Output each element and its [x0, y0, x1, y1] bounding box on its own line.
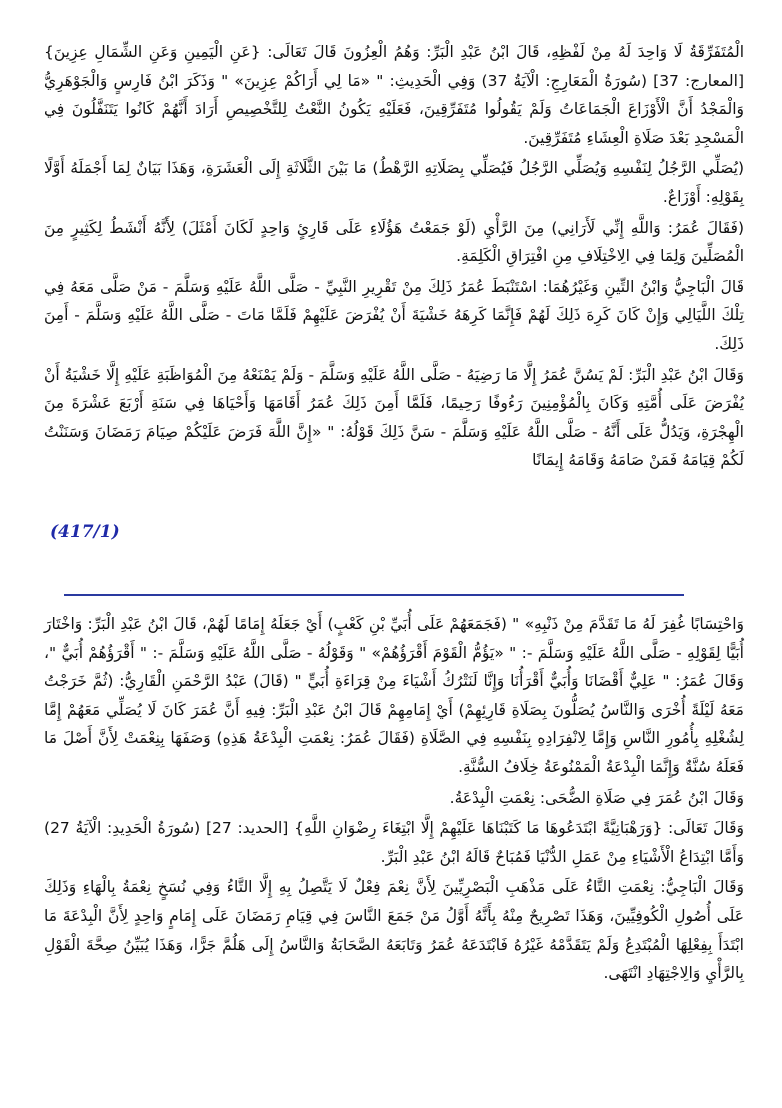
paragraph: وَقَالَ الْبَاجِيُّ: نِعْمَتِ التَّاءُ عَلَى مَذْهَبِ الْبَصْرِيِّينَ لِأَنَّ نِعْمَ فِعْلٌ لَا يَتَّصِلُ بِهِ إِلَّا التَّاءُ وَفِي نُسَخٍ نِعْمَةُ بِالْهَاءِ وَذَلِكَ عَلَى أُصُولِ الْكُوفِيِّينَ، وَهَذَا تَصْرِيحٌ مِنْهُ بِأَنَّهُ أَوَّلُ مَنْ جَمَعَ النَّاسَ فِي قِيَامِ رَمَضَانَ عَلَى إِمَامٍ وَاحِدٍ لِأَنَّ الْبِدْعَةَ مَا ابْتَدَأَ بِفِعْلِهَا الْمُبْتَدِعُ وَلَمْ يَتَقَدَّمْهُ غَيْرُهُ فَابْتَدَعَهُ عُمَرُ وَتَابَعَهُ الصَّحَابَةُ وَالنَّاسُ إِلَى هَلُمَّ جَرًّا، وَهَذَا يُبَيِّنُ صِحَّةَ الْقَوْلِ بِالرَّأْيِ وَالِاجْتِهَادِ انْتَهَى.: [44, 878, 744, 983]
bottom-text-block: [44, 610, 744, 990]
paragraph: الْمُتَفَرِّقَةُ لَا وَاحِدَ لَهُ مِنْ لَفْظِهِ، قَالَ ابْنُ عَبْدِ الْبَرِّ: وَهُمُ الْعِزُونَ قَالَ تَعَالَى: {عَنِ الْيَمِينِ وَعَنِ الشِّمَالِ عِزِينَ} [المعارج: 37] (سُورَةُ الْمَعَارِجِ: الْآيَةُ 37) وَفِي الْحَدِيثِ: " «مَا لِي أَرَاكُمْ عِزِينَ» " وَذَكَرَ ابْنُ فَارِسٍ وَالْجَوْهَرِيُّ وَالْمَجْدُ أَنَّ الْأَوْزَاعَ الْجَمَاعَاتُ وَلَمْ يَقُولُوا مُتَفَرِّقِينَ، فَعَلَيْهِ يَكُونُ النَّعْتُ لِلتَّخْصِيصِ أَرَادَ أَنَّهُمْ كَانُوا يَتَنَفَّلُونَ فِي الْمَسْجِدِ بَعْدَ صَلَاةِ الْعِشَاءِ مُتَفَرِّقِينَ.: [44, 43, 744, 147]
paragraph: (فَقَالَ عُمَرُ: وَاللَّهِ إِنِّي لَأَرَانِي) مِنَ الرَّأْيِ (لَوْ جَمَعْتُ هَؤُلَاءِ عَلَى قَارِئٍ وَاحِدٍ لَكَانَ أَمْثَلَ) لِأَنَّهُ أَنْشَطُ لِكَثِيرٍ مِنَ الْمُصَلِّينَ وَلِمَا فِي الِاخْتِلَافِ مِنِ افْتِرَاقِ الْكَلِمَةِ.: [44, 218, 744, 266]
page-reference: (417/1): [50, 522, 120, 542]
paragraph: وَقَالَ ابْنُ عُمَرَ فِي صَلَاةِ الضُّحَى: نِعْمَتِ الْبِدْعَةُ.: [449, 788, 744, 807]
paragraph: وَقَالَ ابْنُ عَبْدِ الْبَرِّ: لَمْ يَسُنَّ عُمَرُ إِلَّا مَا رَضِيَهُ - صَلَّى اللَّهُ عَلَيْهِ وَسَلَّمَ - وَلَمْ يَمْنَعْهُ مِنَ الْمُوَاظَبَةِ عَلَيْهِ إِلَّا خَشْيَةُ أَنْ يُفْرَضَ عَلَى أُمَّتِهِ وَكَانَ بِالْمُؤْمِنِينَ رَءُوفًا رَحِيمًا، فَلَمَّا أَمِنَ ذَلِكَ عُمَرُ أَقَامَهَا وَأَحْيَاهَا فِي سَنَةِ أَرْبَعَ عَشْرَةَ مِنَ الْهِجْرَةِ، وَيَدُلُّ عَلَى أَنَّهُ - صَلَّى اللَّهُ عَلَيْهِ وَسَلَّمَ - سَنَّ ذَلِكَ قَوْلُهُ: " «إِنَّ اللَّهَ فَرَضَ عَلَيْكُمْ صِيَامَ رَمَضَانَ وَسَنَنْتُ لَكُمْ قِيَامَهُ فَمَنْ صَامَهُ وَقَامَهُ إِيمَانًا: [44, 365, 744, 470]
section-separator: [64, 594, 684, 596]
paragraph: (يُصَلِّي الرَّجُلُ لِنَفْسِهِ وَيُصَلِّي الرَّجُلُ فَيُصَلِّي بِصَلَاتِهِ الرَّهْطُ) مَا بَيْنَ الثَّلَاثَةِ إِلَى الْعَشَرَةِ، وَهَذَا بَيَانٌ لِمَا أَجْمَلَهُ أَوَّلًا بِقَوْلِهِ: أَوْزَاعٌ.: [44, 159, 744, 206]
paragraph: وَاحْتِسَابًا غُفِرَ لَهُ مَا تَقَدَّمَ مِنْ ذَنْبِهِ» " (فَجَمَعَهُمْ عَلَى أُبَيِّ بْنِ كَعْبٍ) أَيْ جَعَلَهُ إِمَامًا لَهُمْ، قَالَ ابْنُ عَبْدِ الْبَرِّ: وَاخْتَارَ أُبَيًّا لِقَوْلِهِ - صَلَّى اللَّهُ عَلَيْهِ وَسَلَّمَ -: " «يَؤُمُّ الْقَوْمَ أَقْرَؤُهُمْ» " وَقَوْلُهُ - صَلَّى اللَّهُ عَلَيْهِ وَسَلَّمَ -: " أَقْرَؤُهُمْ أُبَيٌّ "، وَقَالَ عُمَرُ: " عَلِيٌّ أَقْضَانَا وَأُبَيٌّ أَقْرَأُنَا وَإِنَّا لَنَتْرُكُ أَشْيَاءَ مِنْ قِرَاءَةِ أُبَيٍّ " (قَالَ) عَبْدُ الرَّحْمَنِ الْقَارِيُّ: (ثُمَّ خَرَجْتُ مَعَهُ لَيْلَةً أُخْرَى وَالنَّاسُ يُصَلُّونَ بِصَلَاةِ قَارِئِهِمْ) أَيْ إِمَامِهِمْ قَالَ ابْنُ عَبْدِ الْبَرِّ: فِيهِ أَنَّ عُمَرَ كَانَ لَا يُصَلِّي مَعَهُمْ إِمَّا لِشُغْلِهِ بِأُمُورِ النَّاسِ وَإِمَّا لِانْفِرَادِهِ بِنَفْسِهِ فِي الصَّلَاةِ (فَقَالَ عُمَرُ: نِعْمَتِ الْبِدْعَةُ هَذِهِ) وَصَفَهَا بِنِعْمَتْ لِأَنَّ أَصْلَ مَا فَعَلَهُ سُنَّةٌ وَإِنَّمَا الْبِدْعَةُ الْمَمْنُوعَةُ خِلَافُ السُّنَّةِ.: [44, 615, 744, 776]
paragraph: قَالَ الْبَاجِيُّ وَابْنُ التِّينِ وَغَيْرُهُمَا: اسْتَنْبَطَ عُمَرُ ذَلِكَ مِنْ تَقْرِيرِ النَّبِيِّ - صَلَّى اللَّهُ عَلَيْهِ وَسَلَّمَ - مَنْ صَلَّى مَعَهُ فِي تِلْكَ اللَّيَالِي وَإِنْ كَانَ كَرِهَ ذَلِكَ لَهُمْ فَإِنَّمَا كَرِهَهُ خَشْيَةَ أَنْ يُفْرَضَ عَلَيْهِمْ فَلَمَّا مَاتَ - صَلَّى اللَّهُ عَلَيْهِ وَسَلَّمَ - أَمِنَ ذَلِكَ.: [44, 277, 744, 353]
top-text-block: [44, 38, 744, 477]
paragraph: وَقَالَ تَعَالَى: {وَرَهْبَانِيَّةً ابْتَدَعُوهَا مَا كَتَبْنَاهَا عَلَيْهِمْ إِلَّا ابْتِغَاءَ رِضْوَانِ اللَّهِ} [الحديد: 27] (سُورَةُ الْحَدِيدِ: الْآيَةُ 27) وَأَمَّا ابْتِدَاعُ الْأَشْيَاءِ مِنْ عَمَلِ الدُّنْيَا فَمُبَاحٌ قَالَهُ ابْنُ عَبْدِ الْبَرِّ.: [44, 819, 745, 866]
